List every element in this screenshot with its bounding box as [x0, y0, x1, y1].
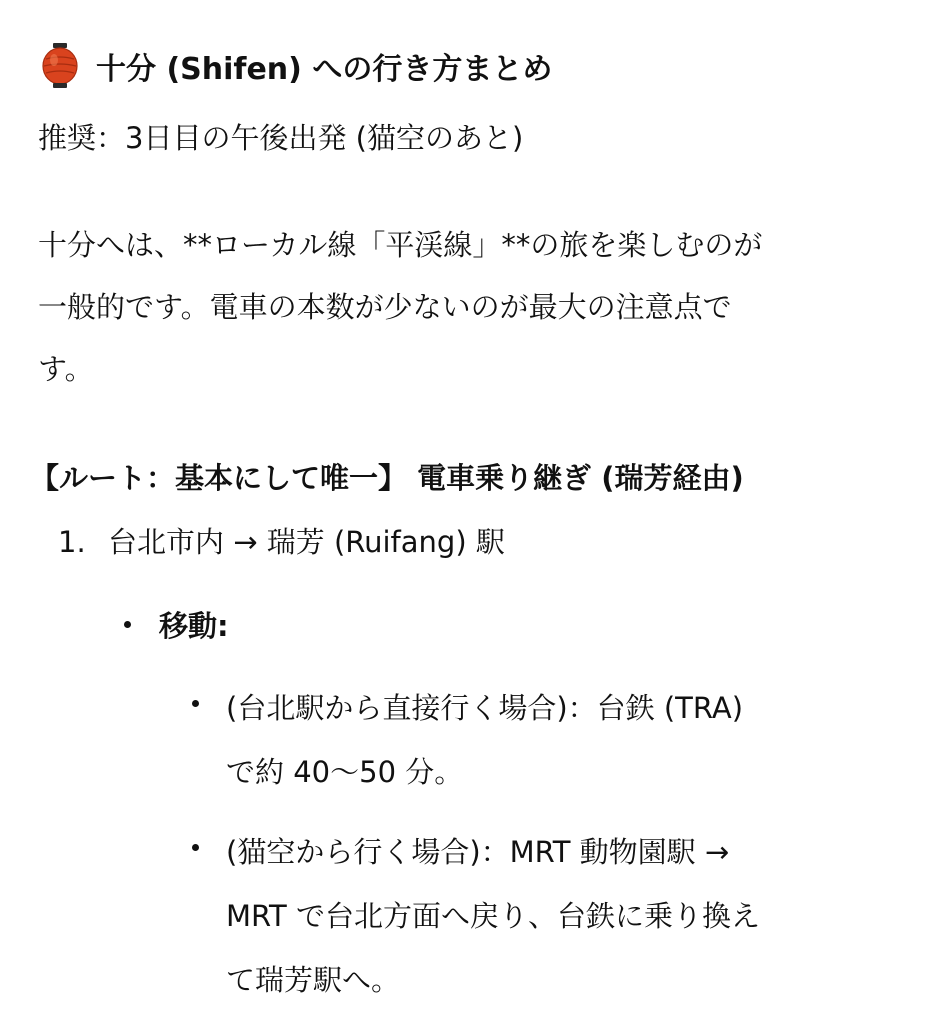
section-heading	[38, 40, 552, 92]
nested-item-line: で約 40～50 分。	[226, 755, 464, 789]
bullet-icon	[192, 700, 199, 707]
nested-item-line: て瑞芳駅へ。	[226, 963, 401, 997]
sub-item-label: 移動:	[159, 609, 229, 643]
recommendation-text: 推奨：3日目の午後出発 (猫空のあと)	[38, 121, 524, 155]
step-number: 1.	[58, 525, 86, 559]
nested-item-line: (猫空から行く場合)：MRT 動物園駅 →	[226, 835, 730, 869]
intro-line: す。	[38, 352, 94, 386]
intro-line: 一般的です。電車の本数が少ないのが最大の注意点で	[38, 290, 732, 324]
nested-item-line: (台北駅から直接行く場合)：台鉄 (TRA)	[226, 691, 744, 725]
list-item-step-1	[58, 520, 505, 564]
nested-list-item	[192, 820, 872, 1020]
route-title: 【ルート：基本にして唯一】 電車乗り継ぎ (瑞芳経由)	[30, 461, 744, 495]
nested-item-line: MRT で台北方面へ戻り、台鉄に乗り換え	[226, 899, 760, 933]
bullet-icon	[124, 621, 131, 628]
heading-text: 十分 (Shifen) への行き方まとめ	[96, 52, 553, 87]
step-label: 台北市内 → 瑞芳 (Ruifang) 駅	[108, 525, 505, 559]
red-lantern-icon	[38, 42, 82, 90]
nested-list-item	[192, 676, 872, 816]
bullet-icon	[192, 844, 199, 851]
sub-list-item-move	[124, 604, 229, 648]
intro-paragraph	[38, 214, 888, 400]
intro-line: 十分へは、**ローカル線「平渓線」**の旅を楽しむのが	[38, 228, 763, 262]
